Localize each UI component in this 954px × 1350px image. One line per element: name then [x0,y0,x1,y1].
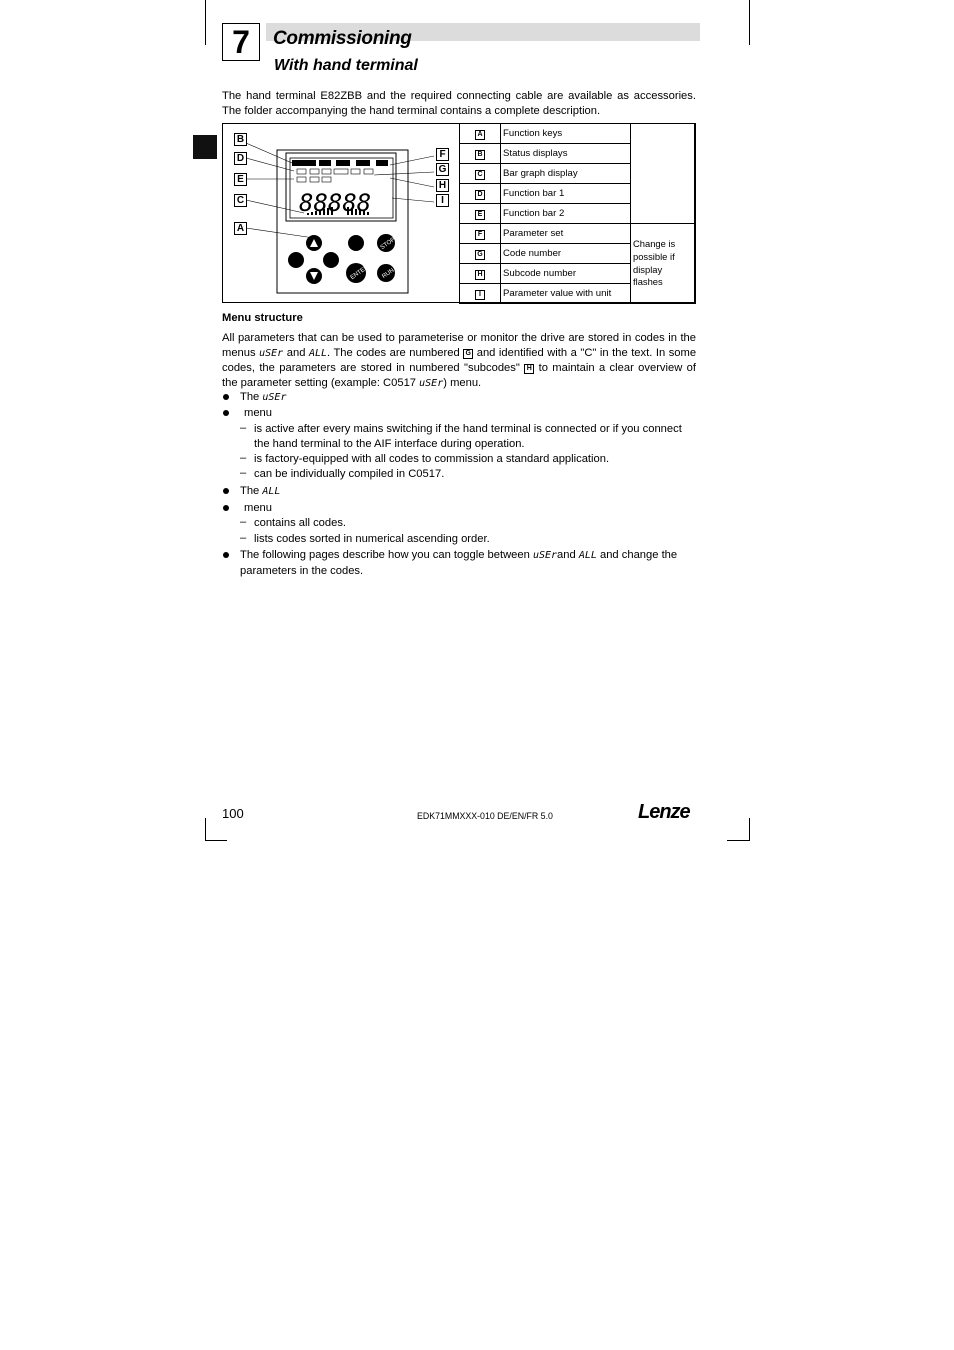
crop-mark [727,840,750,841]
section-heading: Menu structure [222,312,303,324]
legend-label: Bar graph display [501,164,631,184]
document-id: EDK71MMXXX-010 DE/EN/FR 5.0 [417,811,553,821]
crop-mark [205,0,206,45]
list-item: is factory-equipped with all codes to commission a standard application. [254,453,610,465]
legend-key: A [475,130,485,140]
legend-key: D [475,190,485,200]
legend-label: Subcode number [501,264,631,284]
dash: – [240,452,247,464]
crop-mark [749,0,750,45]
list-item: can be individually compiled in C0517. [254,468,445,480]
stop-key-label: STOP [379,236,397,252]
crop-mark [205,818,206,840]
bullet-menu-text: menu [244,407,272,419]
crop-mark [749,818,750,840]
lenze-logo: Lenze [638,801,690,823]
legend-label: Function bar 2 [501,204,631,224]
callout-g: G [436,163,449,176]
intro-paragraph: The hand terminal E82ZBB and the required connecting cable are available as accessories. The folder accompanying the hand terminal contains a complete description. [222,90,696,117]
hand-terminal-illustration [222,123,460,303]
callout-f: F [436,148,449,161]
legend-key: F [475,230,485,240]
page-title: Commissioning [273,28,412,49]
legend-row [460,224,696,244]
callout-e: E [234,173,247,186]
legend-label: Function bar 1 [501,184,631,204]
side-tab-marker [193,135,217,159]
legend-label: Parameter value with unit [501,284,631,304]
key-h-ref: H [524,364,534,374]
callout-b: B [234,133,247,146]
bullet-all-menu: The ALL [240,485,281,497]
page-number: 100 [222,806,244,821]
legend-note-empty [631,124,696,224]
callout-h: H [436,179,449,192]
enter-key-label: ENTER [349,264,370,282]
legend-key: B [475,150,485,160]
bullet-toggle: The following pages describe how you can toggle between uSErand ALL and change the parameters in the codes. [240,549,678,577]
bullet [223,410,229,416]
user-menu-code: uSEr [259,347,284,359]
all-menu-code: ALL [308,347,328,359]
dash: – [240,532,247,544]
run-key-label: RUN [381,267,396,280]
chapter-number: 7 [222,23,260,61]
key-g-ref: G [463,349,473,359]
legend-table [459,123,696,304]
legend-key: C [475,170,485,180]
dash: – [240,516,247,528]
list-item: is active after every mains switching if the hand terminal is connected or if you connect the hand terminal to the AIF interface during operation. [254,423,682,450]
legend-label: Status displays [501,144,631,164]
callout-c: C [234,194,247,207]
dash: – [240,422,247,434]
list-item: contains all codes. [254,517,347,529]
list-item: lists codes sorted in numerical ascending order. [254,533,490,545]
callout-i: I [436,194,449,207]
display-digits: 88888 [299,189,372,217]
callout-d: D [234,152,247,165]
dash: – [240,467,247,479]
legend-key: H [475,270,485,280]
legend-label: Parameter set [501,224,631,244]
legend-note: Change is possible if display flashes [631,224,696,304]
legend-key: G [475,250,485,260]
bullet [223,552,229,558]
legend-key: I [475,290,485,300]
legend-key: E [475,210,485,220]
page-subtitle: With hand terminal [274,57,418,74]
legend-label: Function keys [501,124,631,144]
bullet [223,488,229,494]
bullet [223,505,229,511]
legend-row [460,124,696,144]
legend-label: Code number [501,244,631,264]
callout-a: A [234,222,247,235]
bullet-user-menu: The uSEr [240,391,287,403]
bullet-menu-text: menu [244,502,272,514]
crop-mark [205,840,227,841]
bullet [223,394,229,400]
menu-paragraph: All parameters that can be used to parameterise or monitor the drive are stored in codes in the menus uSEr and ALL. The codes are numbered G and identified with a "C" in the text. In some codes, the parameters are stored in numbered "subcodes" H to maintain a clear overview of the parameter setting (example: C0517 uSEr) menu. [222,332,697,389]
